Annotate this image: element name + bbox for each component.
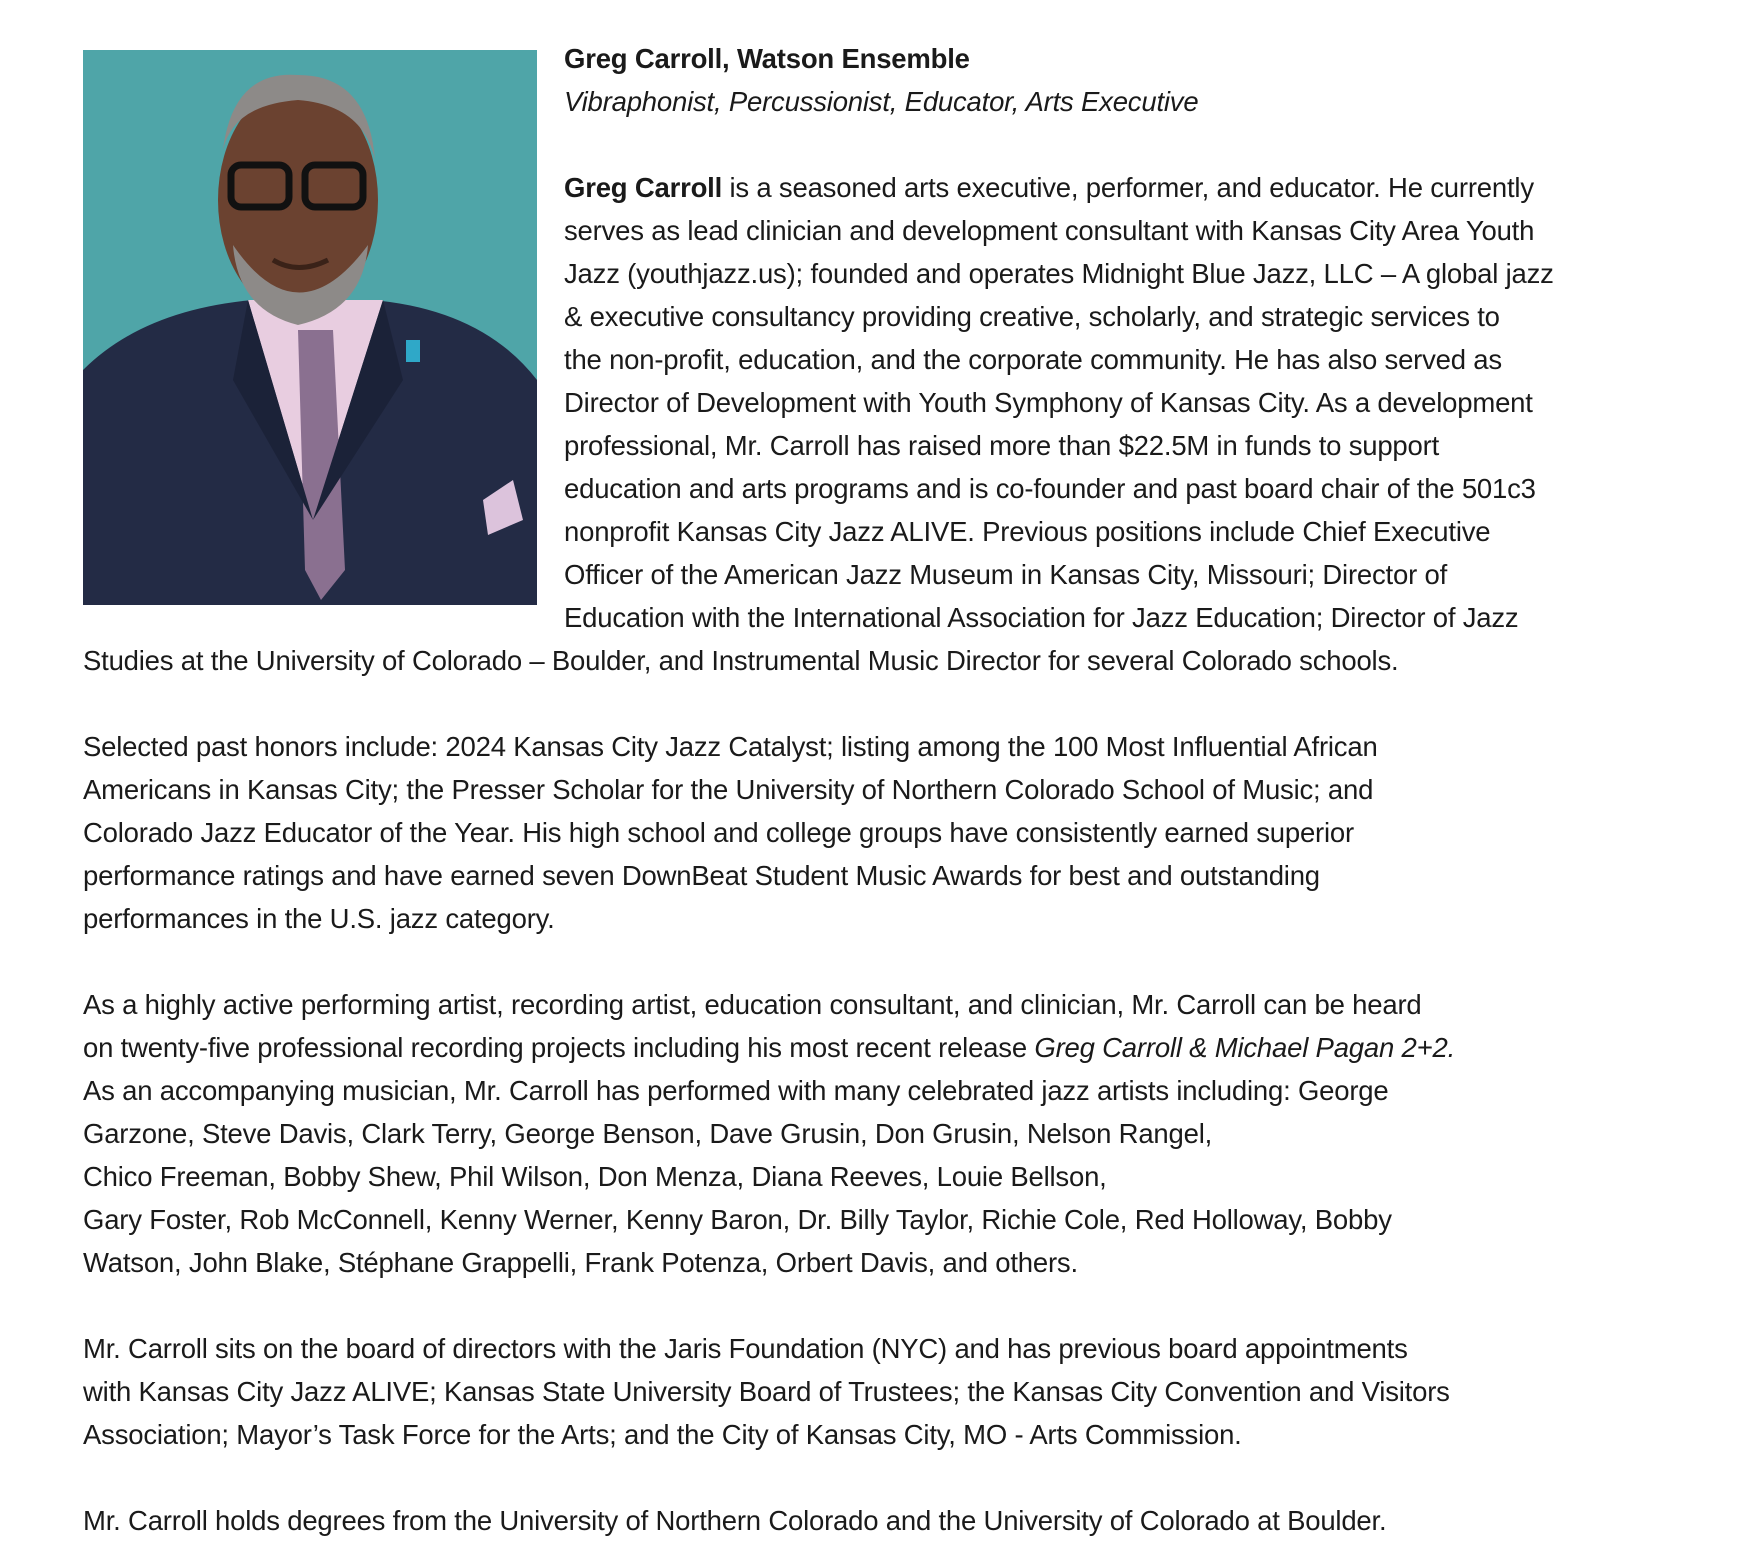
blank-line: [0, 1284, 1752, 1327]
para4-line: Mr. Carroll sits on the board of directors with the Jaris Foundation (NYC) and has previous board appointments: [83, 1333, 1408, 1364]
blank-line: [0, 940, 1752, 983]
blank-line: [0, 123, 1752, 166]
biography-document: [0, 37, 1752, 1542]
blank-line: [0, 682, 1752, 725]
para1-line: Studies at the University of Colorado – Boulder, and Instrumental Music Director for several Colorado schools.: [83, 645, 1399, 676]
para1-line: the non-profit, education, and the corporate community. He has also served as: [564, 344, 1502, 375]
para3-line: Chico Freeman, Bobby Shew, Phil Wilson, Don Menza, Diana Reeves, Louie Bellson,: [83, 1161, 1107, 1192]
para2-line: Colorado Jazz Educator of the Year. His high school and college groups have consistently earned superior: [83, 817, 1354, 848]
bio-subtitle: Vibraphonist, Percussionist, Educator, Arts Executive: [564, 86, 1199, 117]
para2-line: performances in the U.S. jazz category.: [83, 903, 555, 934]
blank-line: [0, 1456, 1752, 1499]
para1-line: Officer of the American Jazz Museum in Kansas City, Missouri; Director of: [564, 559, 1448, 590]
bio-title: Greg Carroll, Watson Ensemble: [564, 43, 970, 74]
para3-line: Gary Foster, Rob McConnell, Kenny Werner, Kenny Baron, Dr. Billy Taylor, Richie Cole, Red Holloway, Bobby: [83, 1204, 1392, 1235]
para4-line: Association; Mayor’s Task Force for the Arts; and the City of Kansas City, MO - Arts Commission.: [83, 1419, 1242, 1450]
para5-line: Mr. Carroll holds degrees from the University of Northern Colorado and the University of Colorado at Boulder.: [83, 1505, 1387, 1536]
para2-line: Selected past honors include: 2024 Kansas City Jazz Catalyst; listing among the 100 Most Influential African: [83, 731, 1378, 762]
para3-line: Watson, John Blake, Stéphane Grappelli, Frank Potenza, Orbert Davis, and others.: [83, 1247, 1078, 1278]
para1-line: nonprofit Kansas City Jazz ALIVE. Previous positions include Chief Executive: [564, 516, 1491, 547]
para1-line: education and arts programs and is co-founder and past board chair of the 501c3: [564, 473, 1536, 504]
para2-line: performance ratings and have earned seven DownBeat Student Music Awards for best and outstanding: [83, 860, 1320, 891]
para1-line: serves as lead clinician and development consultant with Kansas City Area Youth: [564, 215, 1535, 246]
para4-line: with Kansas City Jazz ALIVE; Kansas State University Board of Trustees; the Kansas City Convention and Visitors: [83, 1376, 1450, 1407]
para1-line: Education with the International Association for Jazz Education; Director of Jazz: [564, 602, 1519, 633]
para3-line: As an accompanying musician, Mr. Carroll has performed with many celebrated jazz artists including: George: [83, 1075, 1389, 1106]
para1-line: Greg Carroll is a seasoned arts executive, performer, and educator. He currently: [564, 172, 1534, 203]
para3-line: on twenty-five professional recording projects including his most recent release Greg Carroll & Michael Pagan 2+2.: [83, 1032, 1456, 1063]
para1-line: Director of Development with Youth Symphony of Kansas City. As a development: [564, 387, 1533, 418]
para1-line: Jazz (youthjazz.us); founded and operates Midnight Blue Jazz, LLC – A global jazz: [564, 258, 1554, 289]
para3-line: As a highly active performing artist, recording artist, education consultant, and clinician, Mr. Carroll can be heard: [83, 989, 1422, 1020]
para3-line: Garzone, Steve Davis, Clark Terry, George Benson, Dave Grusin, Don Grusin, Nelson Rangel,: [83, 1118, 1213, 1149]
para1-line: professional, Mr. Carroll has raised more than $22.5M in funds to support: [564, 430, 1440, 461]
album-title: Greg Carroll & Michael Pagan 2+2.: [1034, 1032, 1456, 1063]
para2-line: Americans in Kansas City; the Presser Scholar for the University of Northern Colorado School of Music; and: [83, 774, 1374, 805]
para1-line: & executive consultancy providing creative, scholarly, and strategic services to: [564, 301, 1500, 332]
